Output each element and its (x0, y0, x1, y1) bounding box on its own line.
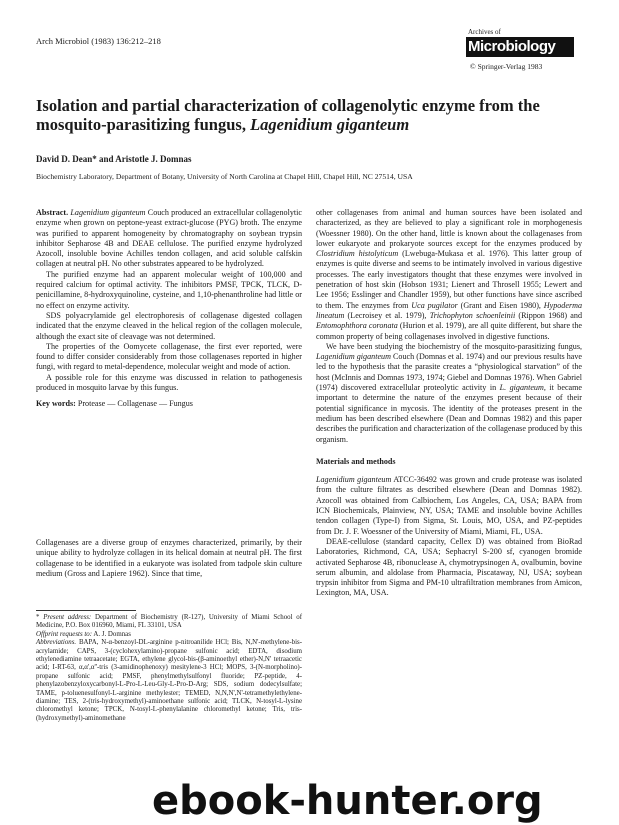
intro-paragraph: We have been studying the biochemistry of the mosquito-parasitizing fungus, Lagenidium giganteum Couch (Domnas et al. 1974) and our previous results have led to the hypothesis that the parasite creates a “physiological starvation” of the host (McInnis and Domnas 1973, 1974; Giebel and Domnas 1976). When Gabriel (1974) discovered extracellular proteolytic activity in L. giganteum, it became important to determine the nature of the enzymes present because of their potential significance in mycosis. The identity of the proteases present in the medium has been described elsewhere (Dean and Domnas 1982) and this paper describes the purification and characterization of the collagenase produced by this organism. (316, 341, 583, 444)
watermark: ebook-hunter.org (152, 778, 543, 824)
title-main: Isolation and partial characterization of collagenolytic enzyme from the mosquito-parasitizing fungus, (36, 96, 540, 134)
footnote-divider (36, 610, 136, 611)
keywords-text: Protease — Collagenase — Fungus (77, 399, 193, 409)
article-title (36, 96, 596, 134)
affiliation: Biochemistry Laboratory, Department of Botany, University of North Carolina at Chapel Hill, Chapel Hill, NC 27514, USA (36, 172, 413, 181)
abstract-column (36, 208, 302, 410)
species-name: Lagenidium giganteum (316, 475, 392, 485)
present-address-label: Present address: (43, 614, 92, 621)
species-name: Hypoderma lineatum (316, 300, 582, 320)
journal-citation: Arch Microbiol (1983) 136:212–218 (36, 36, 161, 46)
journal-logo: Microbiology (466, 37, 574, 57)
abstract-label: Abstract. (36, 208, 69, 217)
abstract-paragraph (36, 208, 302, 270)
abstract-species: Lagenidium giganteum (70, 208, 146, 217)
abstract-paragraph: A possible role for this enzyme was discussed in relation to pathogenesis produced in mosquito larvae by this fungus. (36, 372, 302, 393)
title-species: Lagenidium giganteum (250, 115, 410, 134)
intro-paragraph: Collagenases are a diverse group of enzymes characterized, primarily, by their unique ability to hydrolyze collagen in its helical domain at neutral pH. The first collagenase to be identified in a eukaryote was isolated from tadpole skin culture medium (Gross and Lapiere 1962). Since that time, (36, 538, 302, 578)
intro-paragraph: other collagenases from animal and human sources have been isolated and characterized, as they are believed to play a significant role in morphogenesis (Woessner 1980). On the other hand, little is known about the collagenases from lower eukaryote and prokaryote sources except for the enzymes produced by Clostridium histolyticum (Lwebuga-Mukasa et al. 1976). This latter group of enzymes is quite diverse and seems to be intimately involved in various digestive processes. The early investigators thought that these enzymes were involved in penetration of host skin (Hobson 1931; Lienert and Throsell 1955; Lewert and Lee 1956; Esslinger and Chandler 1959), but other functions have since ascribed to them. The enzymes from Uca pugilator (Grant and Eisen 1980), Hypoderma lineatum (Lecroisey et al. 1979), Trichophyton schoenleinii (Rippon 1968) and Entomophthora coronata (Hurion et al. 1979), are all quite different, but share the common property of being collagenases involved in digestive functions. (316, 208, 582, 341)
journal-archives-label: Archives of (468, 28, 501, 36)
abstract-paragraph: The purified enzyme had an apparent molecular weight of 100,000 and required calcium for optimal activity. The inhibitors PMSF, TPCK, TLCK, D-penicillamine, 8-hydroxyquinoline, cysteine, and 1,10-phenanthroline had little or no effect on enzyme activity. (36, 269, 302, 310)
species-name: Lagenidium giganteum (316, 352, 391, 362)
methods-paragraph: Lagenidium giganteum ATCC-36492 was grown and crude protease was isolated from the culture filtrates as described elsewhere (Dean and Domnas 1982). Azocoll was obtained from Calbiochem, Los Angeles, CA, USA; BAPA from ICN Biochemicals, Plainview, NY, USA; TAME and insoluble bovine Achilles tendon collagen (Type-I) from Sigma, St. Louis, MO, USA, and PZ-peptides from Dr. J. F. Woessner of the University of Miami, Miami, FL, USA. (316, 475, 582, 536)
section-heading: Materials and methods (316, 456, 396, 466)
footnote-offprint (36, 631, 302, 639)
keywords-label: Key words: (36, 399, 76, 409)
offprint-label: Offprint requests to: (36, 630, 93, 638)
abstract-paragraph: SDS polyacrylamide gel electrophoresis of collagenase digested collagen indicated that the enzyme cleaved in the helical region of the collagen molecule, although the exact site of cleavage was not determined. (36, 310, 302, 341)
present-address-text: Department of Biochemistry (R-127), University of Miami School of Medicine, P.O. Box 016960, Miami, FL 33101, USA (36, 614, 302, 630)
methods-paragraph: DEAE-cellulose (standard capacity, Cellex D) was obtained from BioRad Laboratories, Richmond, CA, USA; Sephacryl S-200 sf, cyanogen bromide activated Sepharose 4B, ribonuclease A, chymotrypsinogen A, ovalbumin, bovine serum albumin, and aldolase from Pharmacia, Piscataway, NJ, USA; soybean trypsin inhibitor from Sigma and PM-10 ultrafiltration membranes from Amicon, Lexington, MA, USA. (316, 536, 582, 598)
species-name: Entomophthora coronata (316, 321, 398, 331)
abstract-paragraph: The properties of the Oomycete collagenase, the first ever reported, were found to differ consider considerably from those collagenases reported in higher fungi, with regard to metal-dependence, molecular weight and mode of action. (36, 341, 302, 372)
species-name: Uca pugilator (411, 300, 458, 310)
species-name: Trichophyton schoenleinii (429, 310, 516, 320)
footnote-present-address: * Present address: Department of Biochemistry (R-127), University of Miami School of Medicine, P.O. Box 016960, Miami, FL 33101, USA (36, 614, 302, 630)
species-name: L. giganteum (499, 383, 544, 393)
abstract-text: Couch produced an extracellular collagenolytic enzyme when grown on peptone-yeast extract-glucose (PYG) broth. The enzyme was purified to apparent homogeneity by chromatography on soybean trypsin inhibitor Sepharose 4B and DEAE cellulose. The purified enzyme hydrolyzed Azocoll, insoluble bovine Achilles tendon collagen, and acid soluble calfskin collagen at neutral pH. No other substrates appeared to be hydrolyzed. (36, 208, 302, 269)
abbreviations-label: Abbreviations. (36, 639, 77, 647)
species-name: Clostridium histolyticum (316, 249, 399, 259)
footnote (36, 614, 302, 723)
keywords (36, 399, 302, 409)
abbreviations-text: BAPA, N-α-benzoyl-DL-arginine p-nitroanilide HCl; Bis, N,N'-methylene-bis-acrylamide; CAPS, 3-(cyclohexylamino)-propane sulfonic acid; EDTA, disodium ethylenediamine tetraacetate; EGTA, ethylene glycol-bis-(β-aminoethyl ether)-N,N' tetraacetic acid; I-RT-63, α,α',α''-tris (3-amidinophenoxy) mesitylene-3 HCl; MOPS, 3-(N-morpholino)-propane sulfonic acid; PMSF, phenylmethylsulfonyl fluoride; PZ-peptide, 4-phenylazobenzyloxycarbonyl-L-Pro-L-Leu-Gly-L-Pro-D-Arg; SDS, sodium dodecylsulfate; TAME, p-toluenesulfonyl-L-arginine methylester; TEMED, N,N,N',N'-tetramethylethylene-diamine; TES, 2-(tris-hydroxymethyl)-aminoethane sulfonic acid; TLCK, N-tosyl-L-lysine chloromethyl ketone; TPCK, N-tosyl-L-phenylalanine chloromethyl ketone; Tris, tris-(hydroxymethyl)-aminomethane (36, 639, 302, 722)
body-column-right (316, 208, 582, 599)
footnote-abbreviations (36, 639, 302, 723)
author-list: David D. Dean* and Aristotle J. Domnas (36, 154, 192, 164)
offprint-text: A. J. Domnas (92, 630, 131, 638)
intro-column-left (36, 538, 302, 579)
copyright-notice: © Springer-Verlag 1983 (470, 62, 543, 71)
